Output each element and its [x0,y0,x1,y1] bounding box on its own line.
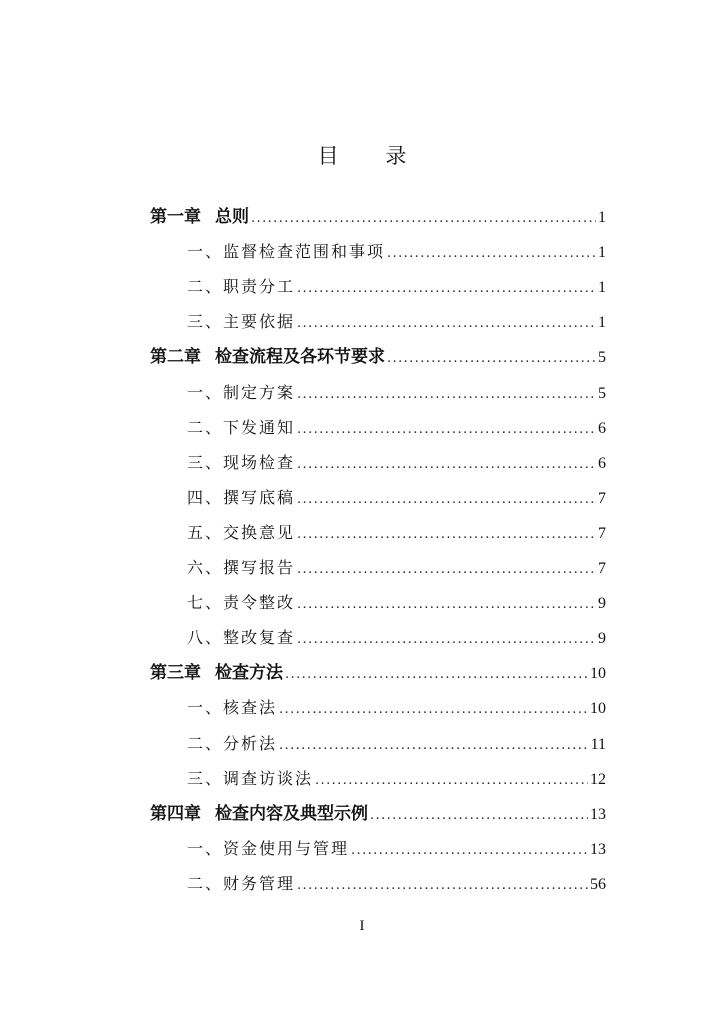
dot-leader [279,731,589,761]
toc-page-number: 5 [598,384,606,402]
dot-leader [297,485,596,515]
dot-leader [297,274,596,304]
toc-section-entry[interactable] [187,553,606,583]
toc-section-entry[interactable] [187,623,606,653]
toc-section-entry[interactable] [187,413,606,443]
chapter-number: 第三章 [150,663,201,684]
toc-page-number: 12 [590,770,606,788]
chapter-title: 检查内容及典型示例 [215,803,368,824]
toc-section-entry[interactable] [187,518,606,548]
toc-page-number: 13 [590,805,606,823]
chapter-title: 总则 [215,207,249,227]
toc-section-entry[interactable] [187,378,606,408]
toc-page-number: 10 [590,700,606,718]
toc-section-entry[interactable] [187,307,606,337]
toc-page-number: 6 [598,454,606,472]
dot-leader [297,415,596,445]
toc-entry-label: 三、调查访谈法 [187,768,314,788]
toc-page-number: 13 [590,840,606,858]
toc-entry-label: 一、监督检查范围和事项 [187,242,386,262]
toc-section-entry[interactable] [187,729,606,759]
toc-page-number: 10 [590,665,606,683]
toc-entry-label: 一、资金使用与管理 [187,838,350,858]
dot-leader [297,309,596,339]
dot-leader [297,380,596,410]
toc-section-entry[interactable] [187,764,606,794]
toc-chapter-entry[interactable] [150,799,606,829]
toc-chapter-entry[interactable] [150,658,606,688]
toc-entry-label: 二、财务管理 [187,873,296,893]
toc-entry-label: 一、制定方案 [187,382,296,402]
chapter-number: 第一章 [150,207,201,227]
toc-page-number: 7 [598,560,606,577]
toc-page-number: 6 [598,419,606,437]
toc-page-number: 11 [590,735,606,753]
toc-entry-label: 二、分析法 [187,733,278,753]
dot-leader [297,871,588,901]
toc-section-entry[interactable] [187,834,606,864]
chapter-title: 检查方法 [215,663,283,684]
toc-chapter-entry[interactable] [150,202,606,232]
dot-leader [285,660,588,690]
dot-leader [297,450,596,480]
chapter-number: 第二章 [150,347,201,368]
page-title: 目 录 [317,144,427,168]
toc-entry-label: 二、职责分工 [187,277,296,297]
toc-section-entry[interactable] [187,483,606,513]
dot-leader [297,555,596,585]
toc-entry-label [150,202,249,232]
toc-page-number: 1 [598,209,606,226]
toc-section-entry[interactable] [187,237,606,267]
toc-entry-label: 一、核查法 [187,698,278,718]
toc-section-entry[interactable] [187,869,606,899]
toc-page-number: 7 [598,524,606,542]
toc-entry-label: 八、整改复查 [187,628,296,648]
dot-leader [251,204,596,234]
chapter-number: 第四章 [150,803,201,824]
toc-section-entry[interactable] [187,448,606,478]
dot-leader [297,625,596,655]
toc-entry-label [150,658,283,688]
toc-page-number: 9 [598,595,606,613]
toc-entry-label: 三、现场检查 [187,452,296,472]
page-number-footer: I [359,918,365,934]
toc-entry-label [150,342,385,372]
toc-page-number: 1 [598,279,606,297]
toc-entry-label: 五、交换意见 [187,522,296,542]
dot-leader [351,836,588,866]
toc-page-number: 7 [598,489,606,507]
toc-section-entry[interactable] [187,588,606,618]
dot-leader [387,344,596,374]
dot-leader [297,520,596,550]
dot-leader [315,766,588,796]
toc-entry-label: 二、下发通知 [187,417,296,437]
toc-page-number: 56 [590,875,606,893]
toc-page-number: 1 [598,314,606,332]
toc-entry-label [150,799,368,829]
dot-leader [387,239,596,269]
toc-section-entry[interactable] [187,693,606,723]
dot-leader [279,695,588,725]
dot-leader [370,801,588,831]
toc-entry-label: 三、主要依据 [187,312,296,332]
toc-page-number: 5 [598,349,606,367]
toc-entry-label: 七、责令整改 [187,593,296,613]
dot-leader [297,590,596,620]
chapter-title: 检查流程及各环节要求 [215,347,385,368]
toc-section-entry[interactable] [187,272,606,302]
toc-page-number: 1 [598,244,606,262]
toc-entry-label: 六、撰写报告 [187,558,296,577]
toc-page-number: 9 [598,630,606,648]
toc-chapter-entry[interactable] [150,342,606,372]
toc-entry-label: 四、撰写底稿 [187,487,296,507]
